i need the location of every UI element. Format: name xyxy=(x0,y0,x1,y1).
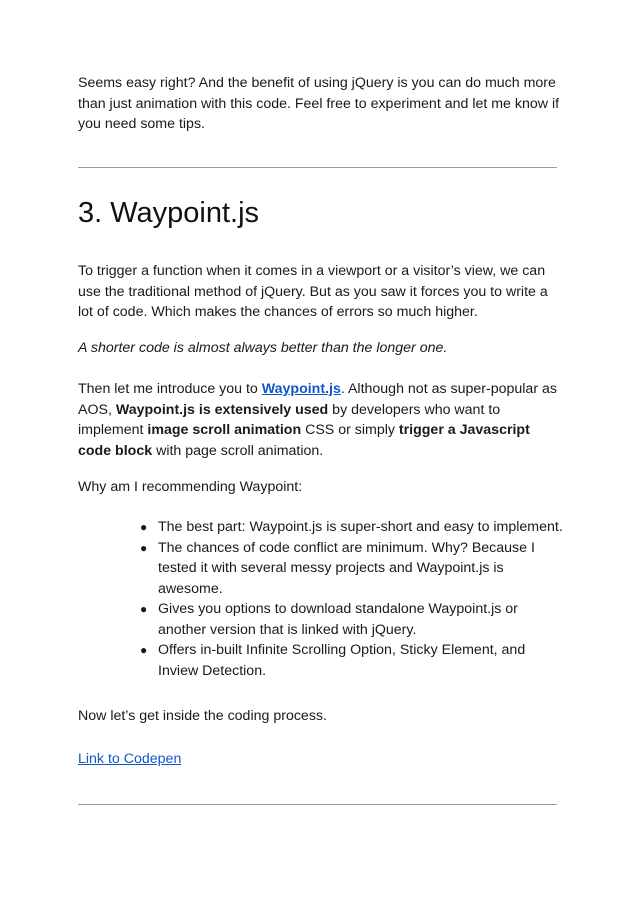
trigger-paragraph: To trigger a function when it comes in a viewport or a visitor’s view, we can use the traditional method of jQuery. But as you saw it forces you to write a lot of code. Which makes the chances of errors so much higher. xyxy=(78,263,548,320)
waypoint-text-2: . Although not as super-popular as AOS, xyxy=(78,381,557,418)
bullet-icon: ● xyxy=(140,540,148,555)
horizontal-divider-top xyxy=(78,167,557,168)
codepen-link[interactable]: Link to Codepen xyxy=(78,751,182,767)
codepen-link-paragraph xyxy=(78,749,560,770)
waypoint-text-5: with page scroll animation. xyxy=(152,442,324,459)
list-item xyxy=(78,538,563,600)
bullet-icon: ● xyxy=(140,602,148,616)
list-item xyxy=(78,640,563,681)
list-item-text: The chances of code conflict are minimum. Why? Because I tested it with several messy projects and Waypoint.js is awesome. xyxy=(158,539,535,597)
intro-paragraph: Seems easy right? And the benefit of using jQuery is you can do much more than just animation with this code. Feel free to experiment and let me know if you need some tips. xyxy=(78,75,560,132)
waypoint-bold-1: Waypoint.js is extensively used xyxy=(115,401,329,418)
waypoint-link[interactable] xyxy=(262,381,341,397)
bullet-icon: ● xyxy=(140,643,148,657)
list-item-text: Offers in-built Infinite Scrolling Option, Sticky Element, and Inview Detection. xyxy=(158,642,526,679)
list-item-text: Gives you options to download standalone Waypoint.js or another version that is linked with jQuery. xyxy=(158,601,518,638)
waypoint-text-3: by developers who want to implement xyxy=(78,401,501,438)
section-heading: 3. Waypoint.js xyxy=(78,197,260,229)
list-item-text: The best part: Waypoint.js is super-short and easy to implement. xyxy=(158,519,563,535)
bullet-icon: ● xyxy=(140,520,148,534)
list-item xyxy=(78,517,563,538)
waypoint-bold-2: image scroll animation xyxy=(147,422,302,438)
waypoint-text-1: Then let me introduce you to xyxy=(78,381,262,397)
horizontal-divider-bottom xyxy=(78,804,557,805)
coding-process-paragraph: Now let’s get inside the coding process. xyxy=(78,708,327,724)
why-paragraph: Why am I recommending Waypoint: xyxy=(78,479,303,495)
waypoint-intro-paragraph xyxy=(78,379,563,461)
reasons-list xyxy=(78,517,563,681)
waypoint-text-4: CSS or simply xyxy=(301,422,399,438)
list-item xyxy=(78,599,563,640)
waypoint-bold-3: trigger a Javascript code block xyxy=(78,422,530,459)
quote-paragraph: A shorter code is almost always better than the longer one. xyxy=(78,340,448,356)
waypoint-link-label: Waypoint.js xyxy=(261,381,341,397)
